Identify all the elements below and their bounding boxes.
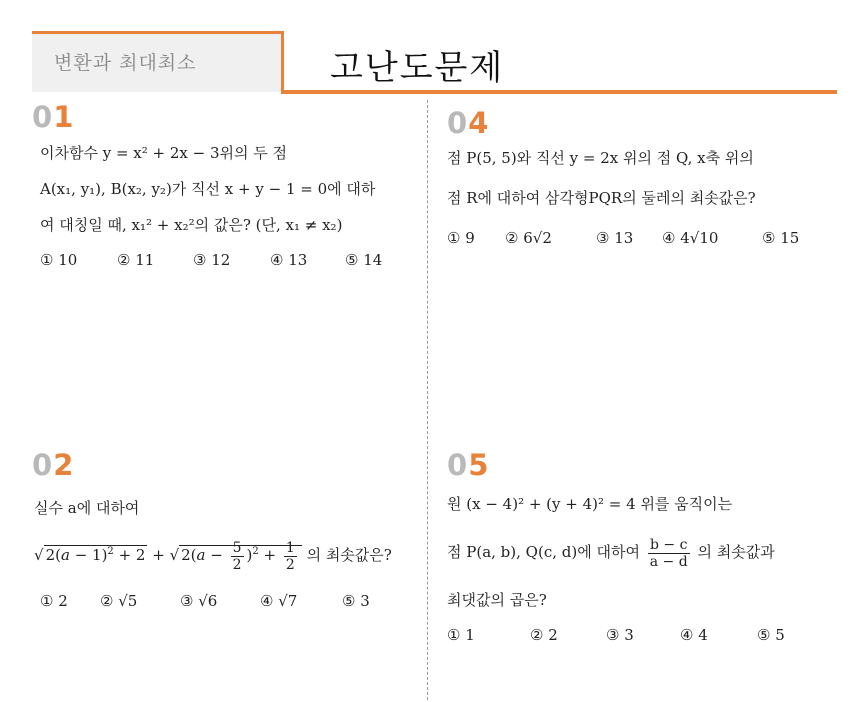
problem-5-line-3: 최댓값의 곱은? (447, 591, 547, 609)
problem-5-choice-4[interactable]: ④ 4 (680, 626, 708, 644)
problem-number-zero: 0 (32, 448, 54, 482)
problem-2-expression: √ $2(a - 1)^2 + 2$ + √ 2(a − $\frac{5}{2}$ )$^2$ + $\frac{1}{2}$ 의 최솟값은? (34, 539, 392, 573)
problem-2-choice-1[interactable]: ① 2 (40, 592, 68, 610)
problem-number-zero: 0 (447, 448, 469, 482)
column-divider (427, 100, 428, 700)
header-accent-vertical (281, 31, 284, 93)
problem-5-choice-5[interactable]: ⑤ 5 (757, 626, 785, 644)
problem-number-digit: 2 (53, 448, 75, 482)
problem-1-line-1: 이차함수 y = x² + 2x − 3위의 두 점 (40, 144, 288, 162)
problem-2-choice-4[interactable]: ④ √7 (260, 592, 298, 610)
problem-4-line-2: 점 R에 대하여 삼각형PQR의 둘레의 최솟값은? (447, 189, 756, 207)
problem-5-fraction (648, 537, 690, 570)
problem-4-line-1: 점 P(5, 5)와 직선 y = 2x 위의 점 Q, x축 위의 (447, 149, 754, 167)
problem-5-line-2 (447, 532, 775, 572)
fraction-numerator: b − c (648, 537, 690, 554)
problem-2-line-2: 의 최솟값은? (306, 546, 392, 564)
problem-number-04 (447, 106, 489, 140)
problem-2-choice-5[interactable]: ⑤ 3 (342, 592, 370, 610)
problem-4-choice-2[interactable]: ② 6√2 (505, 229, 552, 247)
problem-4-choice-5[interactable]: ⑤ 15 (762, 229, 800, 247)
problem-1-choice-5[interactable]: ⑤ 14 (345, 251, 383, 269)
section-label: 변환과 최대최소 (54, 52, 197, 74)
problem-number-digit: 4 (468, 106, 490, 140)
problem-4-choice-3[interactable]: ③ 13 (596, 229, 634, 247)
page-title: 고난도문제 (330, 48, 505, 88)
problem-1-choice-4[interactable]: ④ 13 (270, 251, 308, 269)
problem-2-choice-2[interactable]: ② √5 (100, 592, 138, 610)
header-accent-bar (32, 31, 283, 34)
problem-number-zero: 0 (32, 100, 54, 134)
radical-1: √ $2(a - 1)^2 + 2$ (34, 546, 146, 564)
problem-number-05 (447, 448, 489, 482)
header-underline (281, 90, 837, 94)
problem-1-choice-1[interactable]: ① 10 (40, 251, 78, 269)
fraction-denominator: a − d (649, 553, 688, 570)
problem-2-line-1: 실수 a에 대하여 (34, 499, 140, 517)
problem-5-choice-2[interactable]: ② 2 (530, 626, 558, 644)
problem-1-line-3: 여 대칭일 때, x₁² + x₂²의 값은? (단, x₁ ≠ x₂) (40, 216, 343, 234)
problem-number-digit: 1 (53, 100, 75, 134)
problem-number-digit: 5 (468, 448, 490, 482)
problem-number-zero: 0 (447, 106, 469, 140)
problem-5-line-2-tail: 의 최솟값과 (697, 543, 775, 561)
problem-5-choice-3[interactable]: ③ 3 (606, 626, 634, 644)
problem-5-line-1: 원 (x − 4)² + (y + 4)² = 4 위를 움직이는 (447, 495, 733, 513)
problem-1-choice-2[interactable]: ② 11 (117, 251, 155, 269)
problem-5-choice-1[interactable]: ① 1 (447, 626, 475, 644)
problem-4-choice-1[interactable]: ① 9 (447, 229, 475, 247)
problem-1-line-2: A(x₁, y₁), B(x₂, y₂)가 직선 x + y − 1 = 0에 대하 (40, 180, 376, 198)
problem-5-line-2-text: 점 P(a, b), Q(c, d)에 대하여 (447, 543, 640, 561)
radical-2: √ 2(a − $\frac{5}{2}$ )$^2$ + $\frac{1}{2}$ (170, 545, 302, 564)
problem-number-02 (32, 448, 74, 482)
problem-2-choice-3[interactable]: ③ √6 (180, 592, 218, 610)
problem-number-01 (32, 100, 74, 134)
problem-1-choice-3[interactable]: ③ 12 (193, 251, 231, 269)
problem-4-choice-4[interactable]: ④ 4√10 (662, 229, 719, 247)
